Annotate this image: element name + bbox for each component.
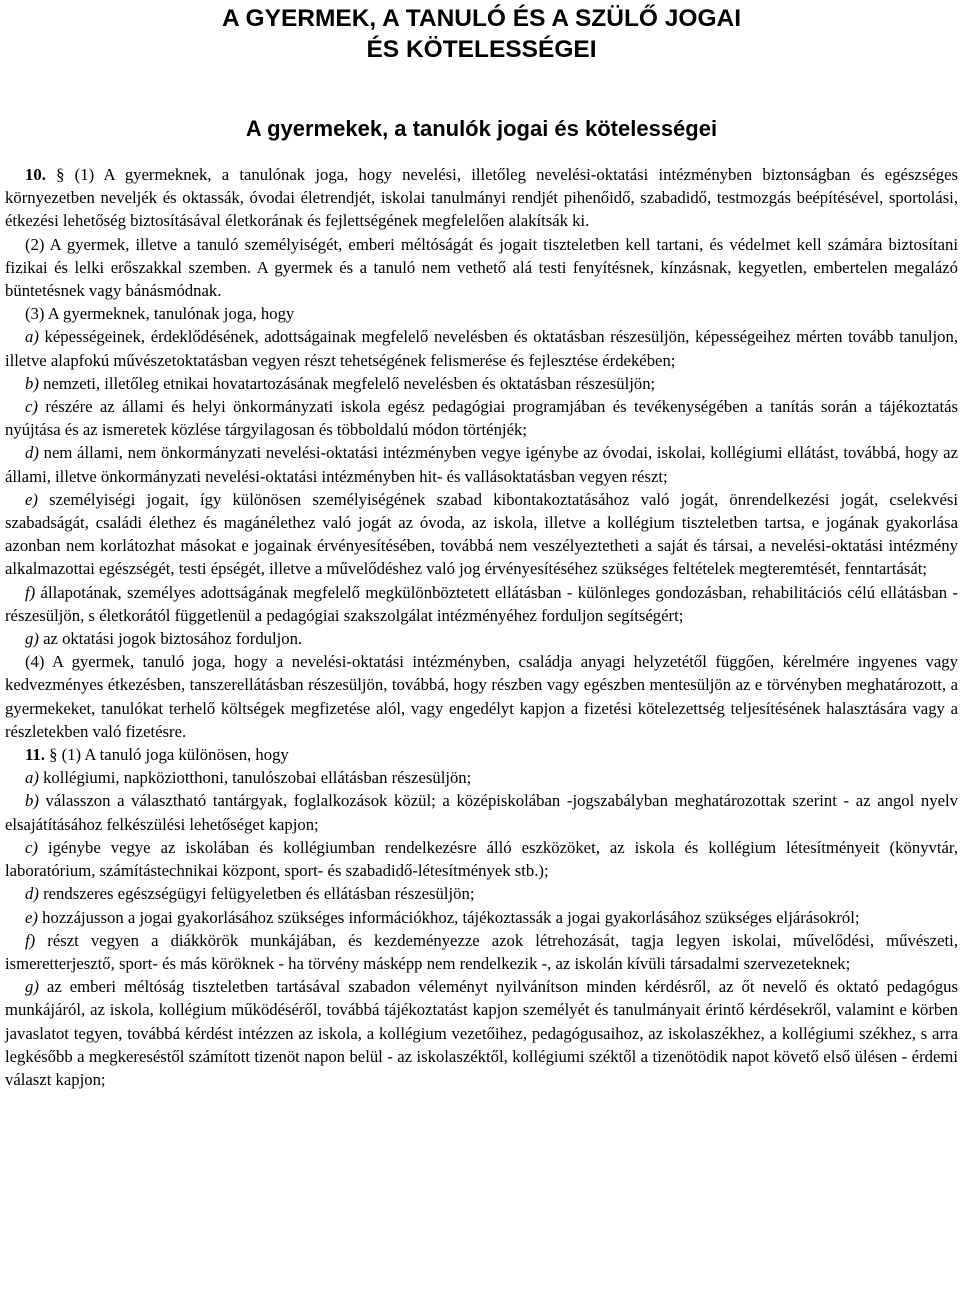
item-letter: b) — [25, 373, 39, 393]
list-item-g — [5, 975, 958, 1091]
item-letter: a) — [25, 768, 39, 788]
list-item-e — [5, 906, 958, 929]
list-item-c — [5, 836, 958, 882]
item-text: az oktatási jogok biztosához forduljon. — [38, 629, 303, 649]
item-letter: e) — [25, 907, 38, 927]
section-heading: A gyermekek, a tanulók jogai és kötelességei — [245, 116, 718, 141]
item-letter: c) — [25, 837, 38, 857]
paragraph-text: § (1) A gyermeknek, a tanulónak joga, hogy nevelési, illetőleg nevelési-oktatási intézményben biztonságban és egészséges környezetben neveljék és oktassák, óvodai életrendjét, iskolai tanulmányi rendjét pihenőidő, szabadidő, testmozgás beépítésével, sportolási, étkezési lehetőség biztosításával életkorának és fejlettségének megfelelően alakítsák ki. — [5, 165, 958, 231]
title-line-1: A GYERMEK, A TANULÓ ÉS A SZÜLŐ JOGAI — [221, 5, 742, 32]
item-letter: f) — [25, 582, 36, 602]
list-item-d — [5, 441, 958, 487]
item-text: részére az állami és helyi önkormányzati iskola egész pedagógiai programjában és tevékenységében a tanítás során a tájékoztatás nyújtása és az ismeretek közlése tárgyilagosan és többoldalú módon történjék; — [5, 397, 958, 440]
item-letter: a) — [25, 327, 39, 347]
item-text: rendszeres egészségügyi felügyeletben és ellátásban részesüljön; — [38, 884, 475, 904]
section-number: 11. — [25, 745, 45, 765]
list-item-b — [5, 789, 958, 835]
item-text: az emberi méltóság tiszteletben tartásával szabadon véleményt nyilvánítson minden kérdésről, az őt nevelő és oktató pedagógus munkájáról, az iskola, kollégium működéséről, továbbá tájékoztatást kapjon személyét és tanulmányait érintő kérdésekről, valamint e körben javaslatot tegyen, továbbá kérdést intézzen az iskola, a kollégium vezetőihez, pedagógusaihoz, az iskolaszékhez, a kollégiumi székhez, s arra legkésőbb a megkereséstől számított tizenöt napon belül - az iskolaszéktől, kollégiumi széktől a tizenötödik napot követő első ülésen - érdemi választ kapjon; — [5, 977, 958, 1089]
item-letter: d) — [25, 443, 39, 463]
list-item-c — [5, 395, 958, 441]
item-text: igénybe vegye az iskolában és kollégiumban rendelkezésre álló eszközöket, az iskola és kollégium létesítményeit (könyvtár, laboratórium, számítástechnikai központ, sport- és szabadidő-létesítmények stb.); — [5, 837, 958, 881]
item-text: kollégiumi, napköziotthoni, tanulószobai ellátásban részesüljön; — [38, 768, 472, 788]
list-item-g — [5, 627, 958, 650]
item-text: nemzeti, illetőleg etnikai hovatartozásának megfelelő nevelésben és oktatásban részesüljön; — [38, 373, 656, 393]
list-item-a — [5, 325, 958, 371]
document-page — [5, 0, 958, 1091]
item-letter: g) — [25, 977, 39, 997]
section-10-paragraph-3: (3) A gyermeknek, tanulónak joga, hogy — [25, 304, 295, 324]
paragraph-text: § (1) A tanuló joga különösen, hogy — [44, 745, 289, 765]
section-10-paragraph-2: (2) A gyermek, illetve a tanuló személyiségét, emberi méltóságát és jogait tiszteletben kell tartani, és védelmet kell számára biztosítani fizikai és lelki erőszakkal szemben. A gyermek és a tanuló nem vethető alá testi fenyítésnek, kínzásnak, kegyetlen, embertelen megalázó büntetésnek vagy bánásmódnak. — [5, 234, 958, 301]
title-line-2: ÉS KÖTELESSÉGEI — [366, 36, 597, 63]
item-text: válasszon a választható tantárgyak, foglalkozások közül; a középiskolában -jogszabályban meghatározottak szerint - az angol nyelv elsajátításához felkészülési lehetőséget kapjon; — [5, 791, 958, 834]
item-letter: c) — [25, 397, 38, 417]
item-text: állapotának, személyes adottságának megfelelő megkülönböztetett ellátásban - különleges gondozásban, rehabilitációs célú ellátásban - részesüljön, s életkorától függetlenül a pedagógiai szakszolgálat intézményéhez forduljon segítségért; — [5, 582, 958, 625]
document-title — [5, 3, 958, 65]
item-letter: f) — [25, 930, 36, 950]
item-text: személyiségi jogait, így különösen személyiségének szabad kibontakoztatásához való jogát, önrendelkezési jogát, cselekvési szabadságát, családi élethez és magánélethez való jogát az óvoda, az iskola, illetve a kollégium tiszteletben tartsa, e jogának gyakorlása azonban nem korlátozhat másokat e jogainak érvényesítésében, továbbá nem veszélyeztetheti a saját és társai, a nevelési-oktatási intézmény alkalmazottai egészségét, testi épségét, illetve a művelődéshez való jog érvényesítéséhez szükséges feltételek megteremtését, fenntartását; — [5, 489, 958, 579]
item-text: képességeinek, érdeklődésének, adottságainak megfelelő nevelésben és oktatásban részesüljön, képességeihez mérten tovább tanuljon, illetve alapfokú művészetoktatásban vegyen részt tehetségének felismerése és fejlesztése érdekében; — [5, 327, 958, 370]
list-item-e — [5, 488, 958, 581]
list-item-a — [5, 766, 958, 789]
item-letter: g) — [25, 629, 39, 649]
list-item-f — [5, 581, 958, 627]
section-10-paragraph-1 — [5, 163, 958, 233]
list-item-b — [5, 372, 958, 395]
item-letter: b) — [25, 791, 39, 811]
list-item-f — [5, 929, 958, 975]
section-11-paragraph-1 — [5, 743, 958, 766]
item-text: részt vegyen a diákkörök munkájában, és kezdeményezze azok létrehozását, tagja legyen iskolai, művelődési, művészeti, ismeretterjesztő, sport- és más köröknek - ha törvény másképp nem rendelkezik -, az iskolán kívüli társadalmi szervezeteknek; — [5, 930, 958, 973]
document-body — [5, 163, 958, 1091]
item-text: nem állami, nem önkormányzati nevelési-oktatási intézményben vegye igénybe az óvodai, iskolai, kollégiumi ellátást, továbbá, hogy az állami, illetve önkormányzati nevelési-oktatási intézményben hit- és vallásoktatásban vegyen részt; — [5, 443, 958, 486]
list-item-d — [5, 882, 958, 905]
item-letter: d) — [25, 884, 39, 904]
item-letter: e) — [25, 489, 38, 509]
section-10-paragraph-4: (4) A gyermek, tanuló joga, hogy a nevelési-oktatási intézményben, családja anyagi helyzetétől függően, kérelmére ingyenes vagy kedvezményes étkezésben, tanszerellátásban részesüljön, továbbá, hogy részben vagy egészben mentesüljön az e törvényben meghatározott, a gyermekeket, tanulókat terhelő költségek megfizetése alól, vagy engedélyt kapjon a fizetési kötelezettség teljesítésének halasztására vagy a részletekben való fizetésre. — [5, 652, 958, 741]
item-text: hozzájusson a jogai gyakorlásához szükséges információkhoz, tájékoztassák a jogai gyakorlásához szükséges eljárásokról; — [37, 907, 860, 927]
section-number: 10. — [25, 165, 46, 184]
